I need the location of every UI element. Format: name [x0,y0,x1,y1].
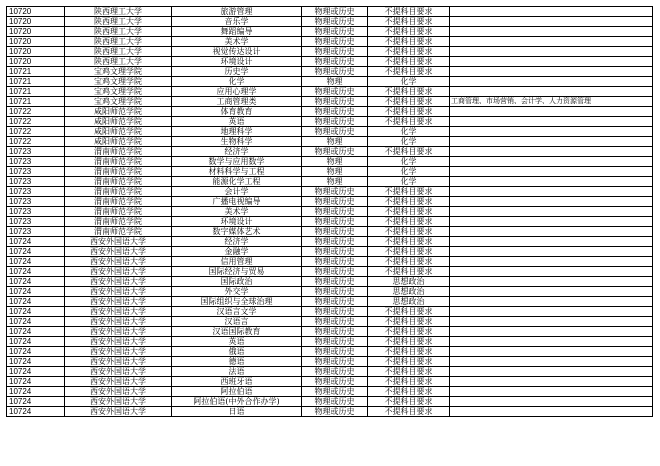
included-majors-cell [450,167,653,177]
primary-subject-cell: 物理或历史 [302,327,368,337]
school-code-cell: 10723 [7,167,65,177]
school-name-cell: 渭南师范学院 [65,147,172,157]
school-code-cell: 10723 [7,187,65,197]
school-code-cell: 10724 [7,327,65,337]
primary-subject-cell: 物理或历史 [302,347,368,357]
school-name-cell: 渭南师范学院 [65,207,172,217]
school-name-cell: 宝鸡文理学院 [65,67,172,77]
secondary-requirement-cell: 化学 [368,137,450,147]
school-code-cell: 10724 [7,267,65,277]
school-name-cell: 西安外国语大学 [65,297,172,307]
primary-subject-cell: 物理或历史 [302,367,368,377]
school-name-cell: 西安外国语大学 [65,267,172,277]
secondary-requirement-cell: 不提科目要求 [368,207,450,217]
secondary-requirement-cell: 思想政治 [368,297,450,307]
table-row [7,347,653,357]
secondary-requirement-cell: 不提科目要求 [368,327,450,337]
major-name-cell: 国际经济与贸易 [172,267,302,277]
school-name-cell: 宝鸡文理学院 [65,87,172,97]
included-majors-cell [450,187,653,197]
secondary-requirement-cell: 不提科目要求 [368,217,450,227]
table-row [7,367,653,377]
major-name-cell: 体育教育 [172,107,302,117]
primary-subject-cell: 物理或历史 [302,117,368,127]
major-name-cell: 应用心理学 [172,87,302,97]
school-name-cell: 咸阳师范学院 [65,137,172,147]
table-row [7,117,653,127]
primary-subject-cell: 物理或历史 [302,277,368,287]
table-row [7,317,653,327]
table-row [7,177,653,187]
major-name-cell: 法语 [172,367,302,377]
secondary-requirement-cell: 不提科目要求 [368,17,450,27]
included-majors-cell [450,157,653,167]
table-row [7,257,653,267]
table-row [7,237,653,247]
major-name-cell: 环境设计 [172,217,302,227]
school-name-cell: 陕西理工大学 [65,37,172,47]
primary-subject-cell: 物理或历史 [302,227,368,237]
major-name-cell: 旅游管理 [172,7,302,17]
primary-subject-cell: 物理 [302,77,368,87]
major-name-cell: 数学与应用数学 [172,157,302,167]
included-majors-cell [450,227,653,237]
secondary-requirement-cell: 不提科目要求 [368,347,450,357]
primary-subject-cell: 物理或历史 [302,147,368,157]
major-name-cell: 美术学 [172,37,302,47]
primary-subject-cell: 物理或历史 [302,17,368,27]
primary-subject-cell: 物理或历史 [302,207,368,217]
school-name-cell: 西安外国语大学 [65,387,172,397]
primary-subject-cell: 物理或历史 [302,247,368,257]
school-code-cell: 10724 [7,377,65,387]
major-name-cell: 日语 [172,407,302,417]
school-name-cell: 西安外国语大学 [65,407,172,417]
school-code-cell: 10724 [7,277,65,287]
included-majors-cell [450,77,653,87]
included-majors-cell [450,367,653,377]
included-majors-cell [450,287,653,297]
table-row [7,387,653,397]
school-name-cell: 西安外国语大学 [65,327,172,337]
major-name-cell: 会计学 [172,187,302,197]
major-name-cell: 能源化学工程 [172,177,302,187]
major-name-cell: 生物科学 [172,137,302,147]
included-majors-cell [450,137,653,147]
table-row [7,217,653,227]
secondary-requirement-cell: 不提科目要求 [368,367,450,377]
school-name-cell: 西安外国语大学 [65,377,172,387]
school-code-cell: 10723 [7,197,65,207]
major-name-cell: 西班牙语 [172,377,302,387]
secondary-requirement-cell: 不提科目要求 [368,337,450,347]
table-row [7,357,653,367]
primary-subject-cell: 物理或历史 [302,237,368,247]
school-code-cell: 10721 [7,97,65,107]
secondary-requirement-cell: 不提科目要求 [368,27,450,37]
major-name-cell: 金融学 [172,247,302,257]
included-majors-cell [450,87,653,97]
school-name-cell: 渭南师范学院 [65,177,172,187]
major-name-cell: 汉语言 [172,317,302,327]
secondary-requirement-cell: 不提科目要求 [368,107,450,117]
primary-subject-cell: 物理或历史 [302,387,368,397]
primary-subject-cell: 物理或历史 [302,257,368,267]
school-name-cell: 渭南师范学院 [65,157,172,167]
school-code-cell: 10724 [7,297,65,307]
secondary-requirement-cell: 思想政治 [368,287,450,297]
major-name-cell: 材料科学与工程 [172,167,302,177]
school-code-cell: 10720 [7,7,65,17]
school-name-cell: 西安外国语大学 [65,347,172,357]
school-code-cell: 10724 [7,247,65,257]
table-row [7,127,653,137]
table-row [7,377,653,387]
school-code-cell: 10723 [7,147,65,157]
primary-subject-cell: 物理 [302,137,368,147]
school-code-cell: 10724 [7,287,65,297]
secondary-requirement-cell: 不提科目要求 [368,247,450,257]
major-name-cell: 音乐学 [172,17,302,27]
school-name-cell: 西安外国语大学 [65,397,172,407]
primary-subject-cell: 物理 [302,157,368,167]
secondary-requirement-cell: 不提科目要求 [368,57,450,67]
table-row [7,187,653,197]
school-code-cell: 10724 [7,407,65,417]
school-code-cell: 10723 [7,207,65,217]
included-majors-cell [450,247,653,257]
table-row [7,227,653,237]
school-code-cell: 10720 [7,57,65,67]
secondary-requirement-cell: 不提科目要求 [368,97,450,107]
primary-subject-cell: 物理或历史 [302,67,368,77]
included-majors-cell [450,357,653,367]
school-code-cell: 10720 [7,47,65,57]
school-code-cell: 10724 [7,337,65,347]
primary-subject-cell: 物理或历史 [302,357,368,367]
primary-subject-cell: 物理或历史 [302,197,368,207]
school-name-cell: 渭南师范学院 [65,167,172,177]
secondary-requirement-cell: 思想政治 [368,277,450,287]
table-row [7,27,653,37]
primary-subject-cell: 物理或历史 [302,27,368,37]
school-code-cell: 10720 [7,17,65,27]
secondary-requirement-cell: 不提科目要求 [368,357,450,367]
secondary-requirement-cell: 化学 [368,157,450,167]
school-name-cell: 渭南师范学院 [65,217,172,227]
table-row [7,277,653,287]
primary-subject-cell: 物理 [302,177,368,187]
table-row [7,267,653,277]
primary-subject-cell: 物理或历史 [302,107,368,117]
school-name-cell: 西安外国语大学 [65,317,172,327]
secondary-requirement-cell: 不提科目要求 [368,37,450,47]
table-body [7,7,653,417]
school-code-cell: 10722 [7,117,65,127]
table-row [7,337,653,347]
school-code-cell: 10723 [7,177,65,187]
included-majors-cell [450,67,653,77]
major-name-cell: 广播电视编导 [172,197,302,207]
secondary-requirement-cell: 不提科目要求 [368,397,450,407]
school-name-cell: 西安外国语大学 [65,357,172,367]
school-name-cell: 渭南师范学院 [65,197,172,207]
major-name-cell: 英语 [172,117,302,127]
primary-subject-cell: 物理或历史 [302,187,368,197]
primary-subject-cell: 物理或历史 [302,307,368,317]
table-row [7,327,653,337]
table-row [7,397,653,407]
included-majors-cell [450,207,653,217]
secondary-requirement-cell: 不提科目要求 [368,87,450,97]
secondary-requirement-cell: 化学 [368,77,450,87]
school-code-cell: 10724 [7,367,65,377]
included-majors-cell [450,237,653,247]
primary-subject-cell: 物理或历史 [302,127,368,137]
table-row [7,7,653,17]
major-name-cell: 汉语国际教育 [172,327,302,337]
secondary-requirement-cell: 不提科目要求 [368,257,450,267]
table-row [7,297,653,307]
school-name-cell: 陕西理工大学 [65,57,172,67]
major-name-cell: 外交学 [172,287,302,297]
secondary-requirement-cell: 不提科目要求 [368,407,450,417]
major-name-cell: 历史学 [172,67,302,77]
major-name-cell: 环境设计 [172,57,302,67]
included-majors-cell [450,47,653,57]
included-majors-cell [450,277,653,287]
school-code-cell: 10720 [7,27,65,37]
school-code-cell: 10724 [7,347,65,357]
school-name-cell: 咸阳师范学院 [65,117,172,127]
major-name-cell: 地理科学 [172,127,302,137]
school-code-cell: 10724 [7,387,65,397]
major-name-cell: 经济学 [172,147,302,157]
school-code-cell: 10723 [7,227,65,237]
primary-subject-cell: 物理或历史 [302,217,368,227]
secondary-requirement-cell: 不提科目要求 [368,377,450,387]
included-majors-cell [450,337,653,347]
school-name-cell: 西安外国语大学 [65,247,172,257]
school-code-cell: 10722 [7,127,65,137]
secondary-requirement-cell: 不提科目要求 [368,387,450,397]
included-majors-cell [450,27,653,37]
school-name-cell: 咸阳师范学院 [65,127,172,137]
included-majors-cell [450,387,653,397]
primary-subject-cell: 物理或历史 [302,287,368,297]
secondary-requirement-cell: 不提科目要求 [368,147,450,157]
major-name-cell: 阿拉伯语 [172,387,302,397]
included-majors-cell [450,377,653,387]
school-code-cell: 10720 [7,37,65,47]
secondary-requirement-cell: 不提科目要求 [368,227,450,237]
table-row [7,77,653,87]
school-code-cell: 10724 [7,397,65,407]
included-majors-cell [450,307,653,317]
school-name-cell: 西安外国语大学 [65,287,172,297]
primary-subject-cell: 物理或历史 [302,97,368,107]
included-majors-cell [450,17,653,27]
primary-subject-cell: 物理或历史 [302,317,368,327]
secondary-requirement-cell: 不提科目要求 [368,67,450,77]
table-row [7,157,653,167]
secondary-requirement-cell: 不提科目要求 [368,117,450,127]
school-name-cell: 陕西理工大学 [65,47,172,57]
major-name-cell: 美术学 [172,207,302,217]
major-name-cell: 德语 [172,357,302,367]
included-majors-cell [450,7,653,17]
included-majors-cell [450,117,653,127]
spreadsheet [6,6,652,417]
school-name-cell: 陕西理工大学 [65,7,172,17]
secondary-requirement-cell: 化学 [368,177,450,187]
primary-subject-cell: 物理或历史 [302,337,368,347]
table-row [7,137,653,147]
included-majors-cell [450,397,653,407]
major-name-cell: 视觉传达设计 [172,47,302,57]
included-majors-cell [450,57,653,67]
school-name-cell: 西安外国语大学 [65,307,172,317]
school-name-cell: 西安外国语大学 [65,367,172,377]
major-name-cell: 舞蹈编导 [172,27,302,37]
major-requirements-table [6,6,653,417]
secondary-requirement-cell: 不提科目要求 [368,7,450,17]
included-majors-cell [450,37,653,47]
table-row [7,37,653,47]
table-row [7,147,653,157]
secondary-requirement-cell: 不提科目要求 [368,187,450,197]
primary-subject-cell: 物理或历史 [302,397,368,407]
major-name-cell: 英语 [172,337,302,347]
major-name-cell: 国际政治 [172,277,302,287]
school-name-cell: 陕西理工大学 [65,27,172,37]
table-row [7,167,653,177]
major-name-cell: 阿拉伯语(中外合作办学) [172,397,302,407]
table-row [7,47,653,57]
school-name-cell: 陕西理工大学 [65,17,172,27]
school-code-cell: 10722 [7,107,65,117]
table-row [7,57,653,67]
included-majors-cell [450,327,653,337]
school-code-cell: 10723 [7,217,65,227]
included-majors-cell [450,267,653,277]
primary-subject-cell: 物理或历史 [302,267,368,277]
school-code-cell: 10724 [7,307,65,317]
table-row [7,97,653,107]
secondary-requirement-cell: 不提科目要求 [368,197,450,207]
school-name-cell: 西安外国语大学 [65,257,172,267]
primary-subject-cell: 物理或历史 [302,87,368,97]
major-name-cell: 国际组织与全球治理 [172,297,302,307]
primary-subject-cell: 物理 [302,167,368,177]
primary-subject-cell: 物理或历史 [302,7,368,17]
included-majors-cell [450,217,653,227]
table-row [7,67,653,77]
secondary-requirement-cell: 不提科目要求 [368,317,450,327]
included-majors-cell [450,147,653,157]
table-row [7,207,653,217]
secondary-requirement-cell: 不提科目要求 [368,237,450,247]
major-name-cell: 数字媒体艺术 [172,227,302,237]
school-name-cell: 宝鸡文理学院 [65,97,172,107]
primary-subject-cell: 物理或历史 [302,47,368,57]
included-majors-cell [450,107,653,117]
secondary-requirement-cell: 不提科目要求 [368,47,450,57]
school-code-cell: 10724 [7,257,65,267]
major-name-cell: 经济学 [172,237,302,247]
school-code-cell: 10722 [7,137,65,147]
table-row [7,87,653,97]
included-majors-cell [450,317,653,327]
included-majors-cell: 工商管理、市场营销、会计学、人力资源管理 [450,97,653,107]
secondary-requirement-cell: 不提科目要求 [368,307,450,317]
included-majors-cell [450,127,653,137]
school-code-cell: 10724 [7,317,65,327]
table-row [7,407,653,417]
primary-subject-cell: 物理或历史 [302,37,368,47]
primary-subject-cell: 物理或历史 [302,57,368,67]
school-code-cell: 10723 [7,157,65,167]
primary-subject-cell: 物理或历史 [302,407,368,417]
included-majors-cell [450,347,653,357]
secondary-requirement-cell: 不提科目要求 [368,267,450,277]
primary-subject-cell: 物理或历史 [302,377,368,387]
school-code-cell: 10721 [7,77,65,87]
included-majors-cell [450,297,653,307]
major-name-cell: 化学 [172,77,302,87]
school-name-cell: 西安外国语大学 [65,277,172,287]
school-name-cell: 咸阳师范学院 [65,107,172,117]
school-code-cell: 10721 [7,87,65,97]
major-name-cell: 工商管理类 [172,97,302,107]
included-majors-cell [450,257,653,267]
school-name-cell: 渭南师范学院 [65,187,172,197]
major-name-cell: 俄语 [172,347,302,357]
secondary-requirement-cell: 化学 [368,167,450,177]
included-majors-cell [450,407,653,417]
table-row [7,17,653,27]
table-row [7,107,653,117]
school-code-cell: 10721 [7,67,65,77]
secondary-requirement-cell: 化学 [368,127,450,137]
included-majors-cell [450,177,653,187]
major-name-cell: 信用管理 [172,257,302,267]
included-majors-cell [450,197,653,207]
table-row [7,287,653,297]
school-name-cell: 西安外国语大学 [65,337,172,347]
major-name-cell: 汉语言文学 [172,307,302,317]
school-code-cell: 10724 [7,357,65,367]
table-row [7,307,653,317]
school-name-cell: 西安外国语大学 [65,237,172,247]
table-row [7,247,653,257]
table-row [7,197,653,207]
school-name-cell: 渭南师范学院 [65,227,172,237]
primary-subject-cell: 物理或历史 [302,297,368,307]
school-name-cell: 宝鸡文理学院 [65,77,172,87]
school-code-cell: 10724 [7,237,65,247]
